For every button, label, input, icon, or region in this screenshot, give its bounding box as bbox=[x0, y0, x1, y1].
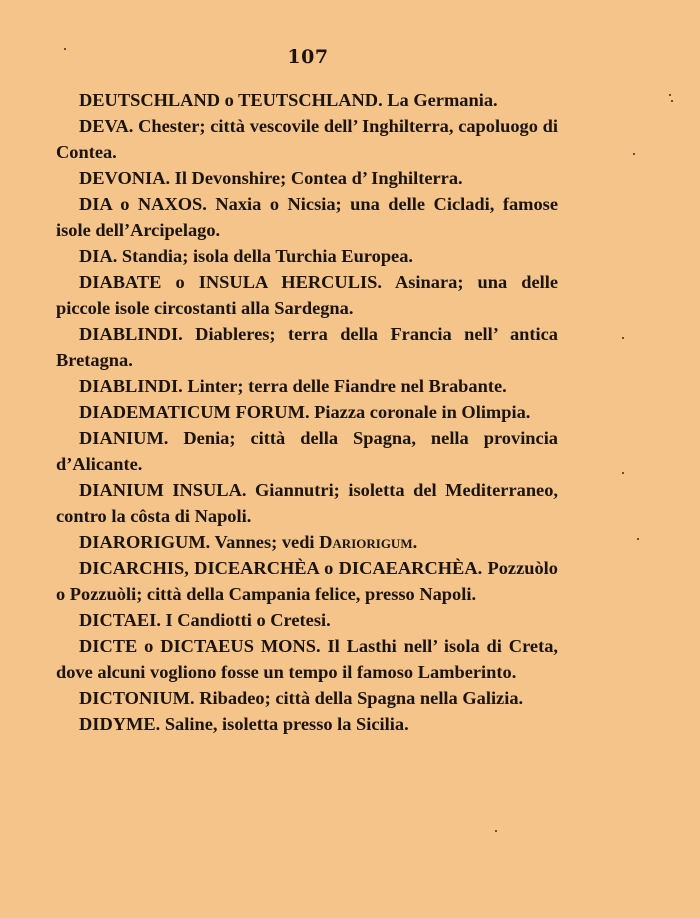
entry: DIABATE o INSULA HERCULIS. Asinara; una delle piccole isole circostanti alla Sardegna. bbox=[56, 272, 558, 318]
entry: DIANIUM INSULA. Giannutri; isoletta del Mediterraneo, contro la côsta di Napoli. bbox=[56, 480, 558, 526]
entry: DICTAEI. I Candiotti o Cretesi. bbox=[79, 610, 331, 630]
print-speck bbox=[637, 538, 639, 540]
print-speck bbox=[622, 337, 624, 339]
entry: DIDYME. Saline, isoletta presso la Sicilia. bbox=[79, 714, 409, 734]
entry: DIARORIGUM. Vannes; vedi Dariorigum. bbox=[79, 532, 418, 552]
entry: DIANIUM. Denia; città della Spagna, nella provincia d’Alicante. bbox=[56, 428, 558, 474]
print-speck bbox=[495, 830, 497, 832]
entry: DIA. Standia; isola della Turchia Europea. bbox=[79, 246, 414, 266]
cross-reference: Dariorigum. bbox=[319, 532, 418, 552]
entry: DEVA. Chester; città vescovile dell’ Inghilterra, capoluogo di Contea. bbox=[56, 116, 558, 162]
entry: DIADEMATICUM FORUM. Piazza coronale in Olimpia. bbox=[79, 402, 531, 422]
dictionary-entries bbox=[56, 87, 558, 737]
print-speck bbox=[64, 48, 66, 50]
entry: DICTONIUM. Ribadeo; città della Spagna nella Galizia. bbox=[79, 688, 524, 708]
entry: DIABLINDI. Diableres; terra della Francia nell’ antica Bretagna. bbox=[56, 324, 558, 370]
entry: DICTE o DICTAEUS MONS. Il Lasthi nell’ isola di Creta, dove alcuni vogliono fosse un tempo il famoso Lamberinto. bbox=[56, 636, 558, 682]
print-speck bbox=[633, 153, 635, 155]
entry: DIABLINDI. Linter; terra delle Fiandre nel Brabante. bbox=[79, 376, 507, 396]
print-speck bbox=[671, 100, 673, 102]
entry: DICARCHIS, DICEARCHÈA o DICAEARCHÈA. Pozzuòlo o Pozzuòli; città della Campania felice, presso Napoli. bbox=[56, 558, 558, 604]
print-speck bbox=[669, 94, 671, 96]
print-speck bbox=[622, 472, 624, 474]
page-number: 107 bbox=[287, 46, 329, 68]
entry: DIA o NAXOS. Naxia o Nicsia; una delle Cicladi, famose isole dell’Arcipelago. bbox=[56, 194, 558, 240]
entry: DEUTSCHLAND o TEUTSCHLAND. La Germania. bbox=[79, 90, 498, 110]
entry: DEVONIA. Il Devonshire; Contea d’ Inghilterra. bbox=[79, 168, 463, 188]
